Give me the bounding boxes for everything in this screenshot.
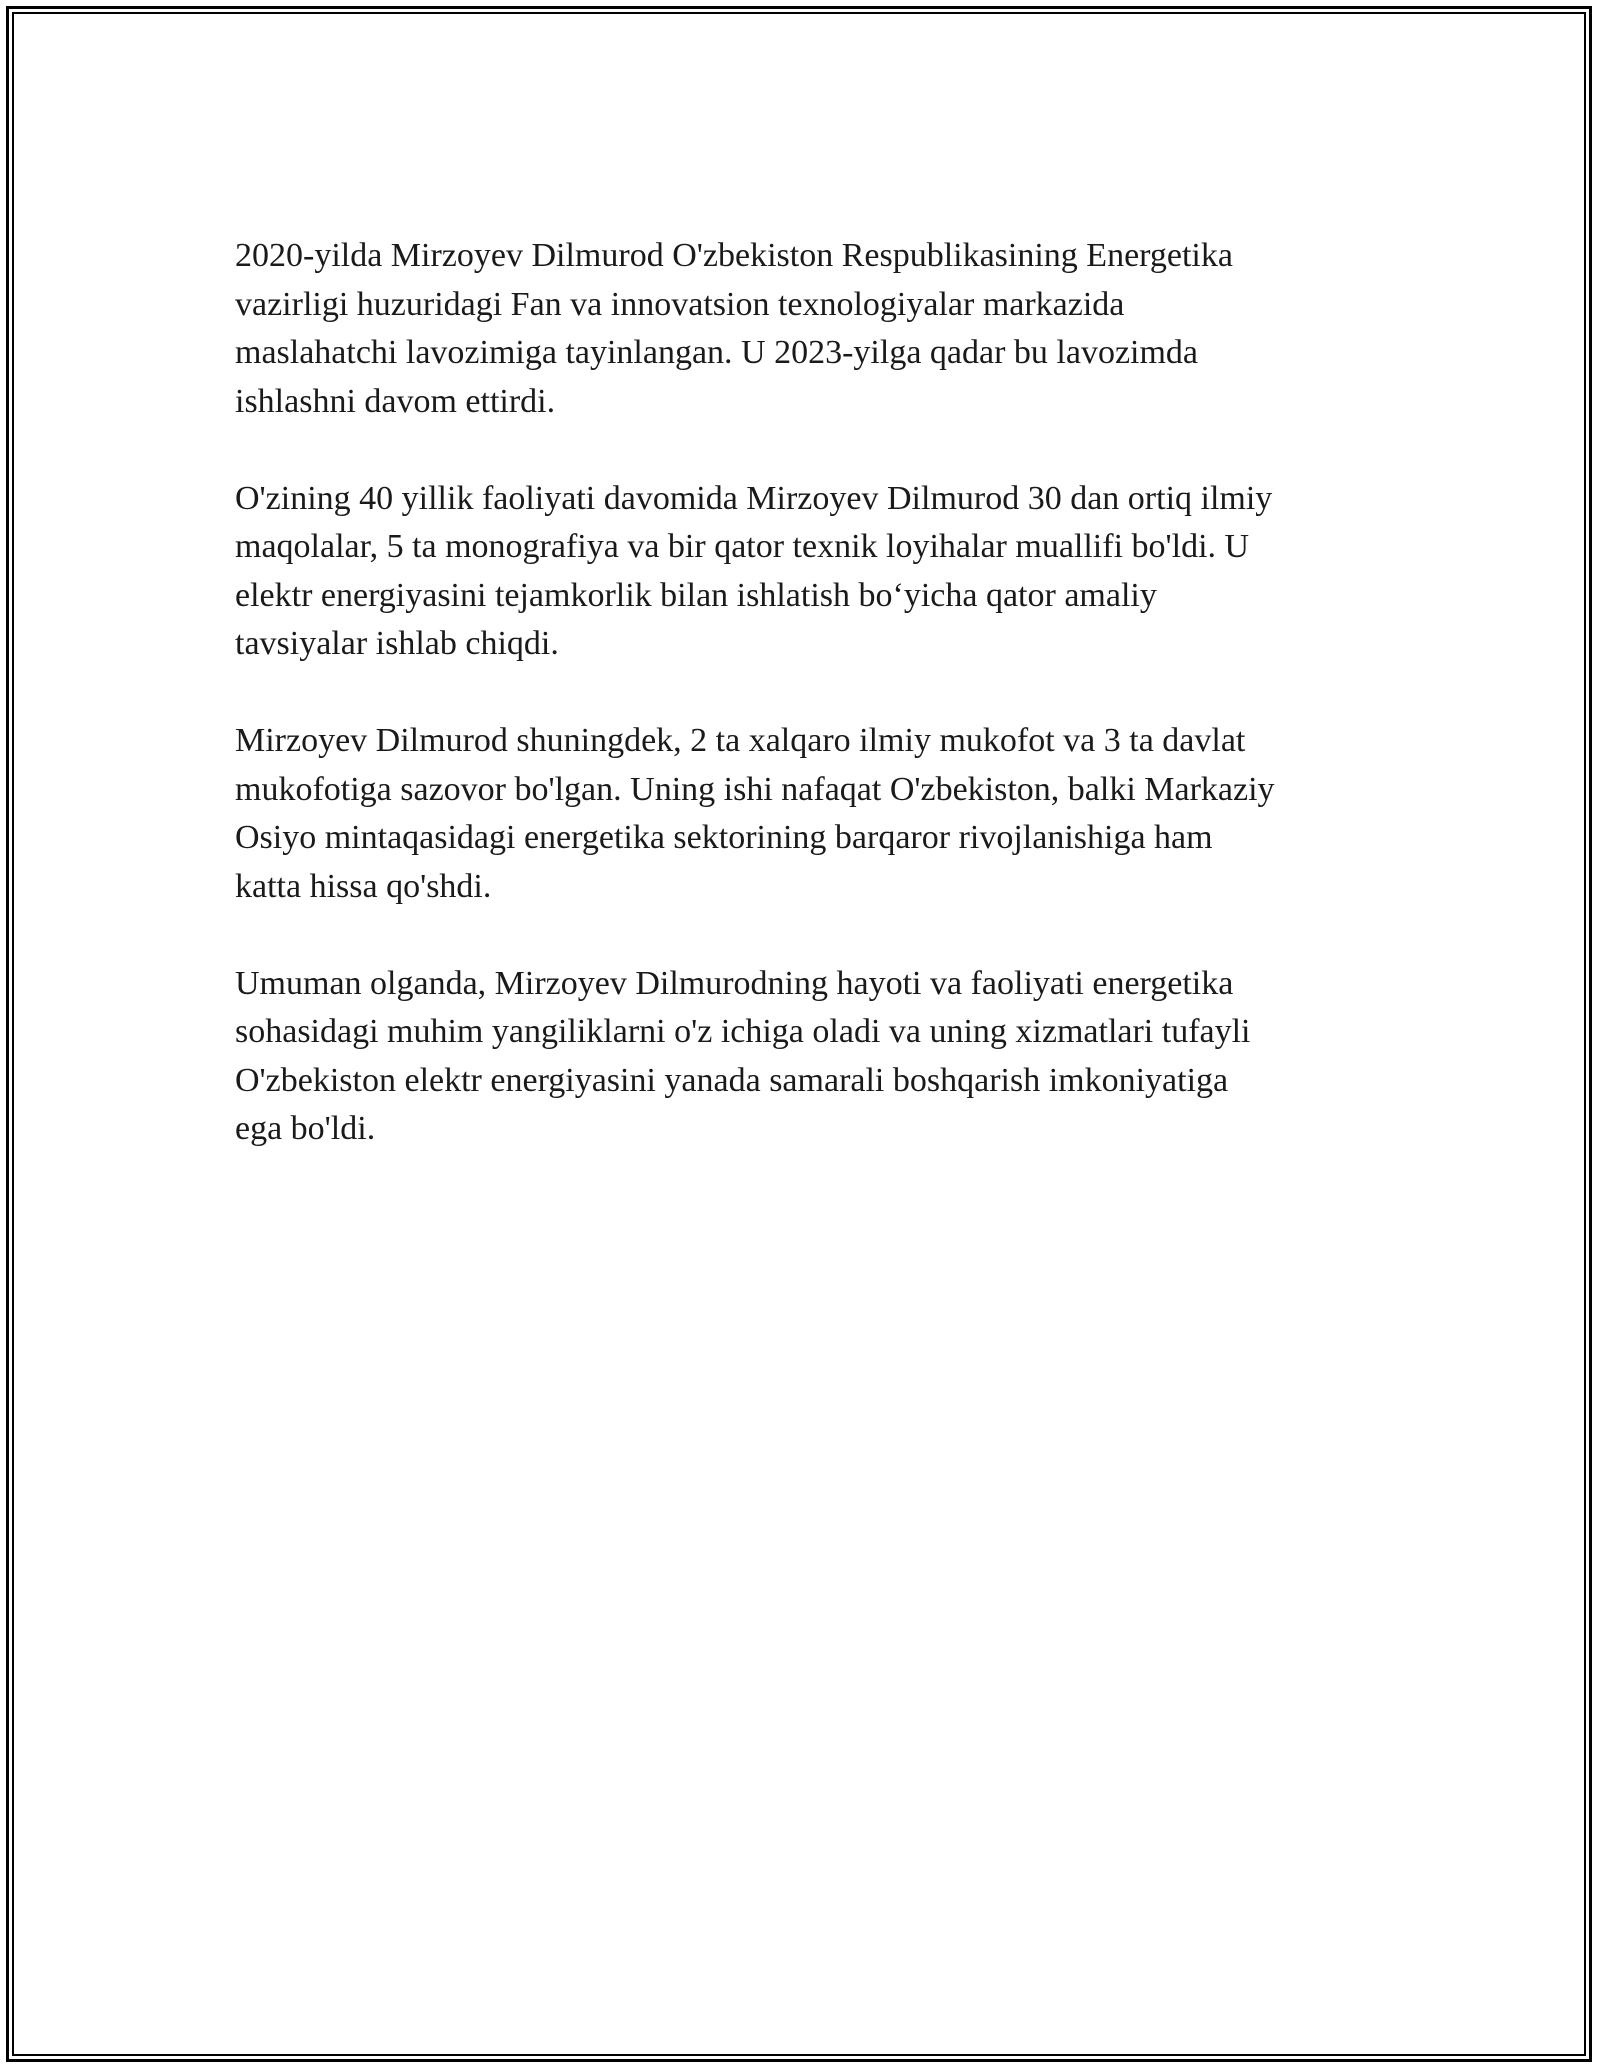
text-line: tavsiyalar ishlab chiqdi. [235,625,559,662]
text-line: ega bo'ldi. [235,1110,376,1147]
text-line: O'zbekiston elektr energiyasini yanada samarali boshqarish imkoniyatiga [235,1061,1229,1099]
paragraph-3 [235,717,1375,911]
text-line: maslahatchi lavozimiga tayinlangan. U 2023-yilga qadar bu lavozimda [235,334,1199,371]
text-line: maqolalar, 5 ta monografiya va bir qator texnik loyihalar muallifi bo'ldi. U [235,528,1250,565]
text-line: ishlashni davom ettirdi. [235,382,556,420]
text-line: vazirligi huzuridagi Fan va innovatsion texnologiyalar markazida [235,285,1125,323]
paragraph-2 [235,475,1375,669]
text-line: elektr energiyasini tejamkorlik bilan ishlatish bo‘yicha qator amaliy [235,576,1157,614]
paragraph-4 [235,960,1375,1154]
text-line: Osiyo mintaqasidagi energetika sektorining barqaror rivojlanishiga ham [235,819,1213,856]
text-line: katta hissa qo'shdi. [235,867,492,905]
text-line: O'zining 40 yillik faoliyati davomida Mirzoyev Dilmurod 30 dan ortiq ilmiy [235,479,1273,517]
text-line: Umuman olganda, Mirzoyev Dilmurodning hayoti va faoliyati energetika [235,964,1234,1002]
text-line: Mirzoyev Dilmurod shuningdek, 2 ta xalqaro ilmiy mukofot va 3 ta davlat [235,722,1246,759]
text-line: sohasidagi muhim yangiliklarni o'z ichiga oladi va uning xizmatlari tufayli [235,1013,1251,1050]
text-line: mukofotiga sazovor bo'lgan. Uning ishi nafaqat O'zbekiston, balki Markaziy [235,770,1275,808]
text-line: 2020-yilda Mirzoyev Dilmurod O'zbekiston Respublikasining Energetika [235,237,1233,274]
document-body [235,232,1375,1202]
paragraph-1 [235,232,1375,426]
